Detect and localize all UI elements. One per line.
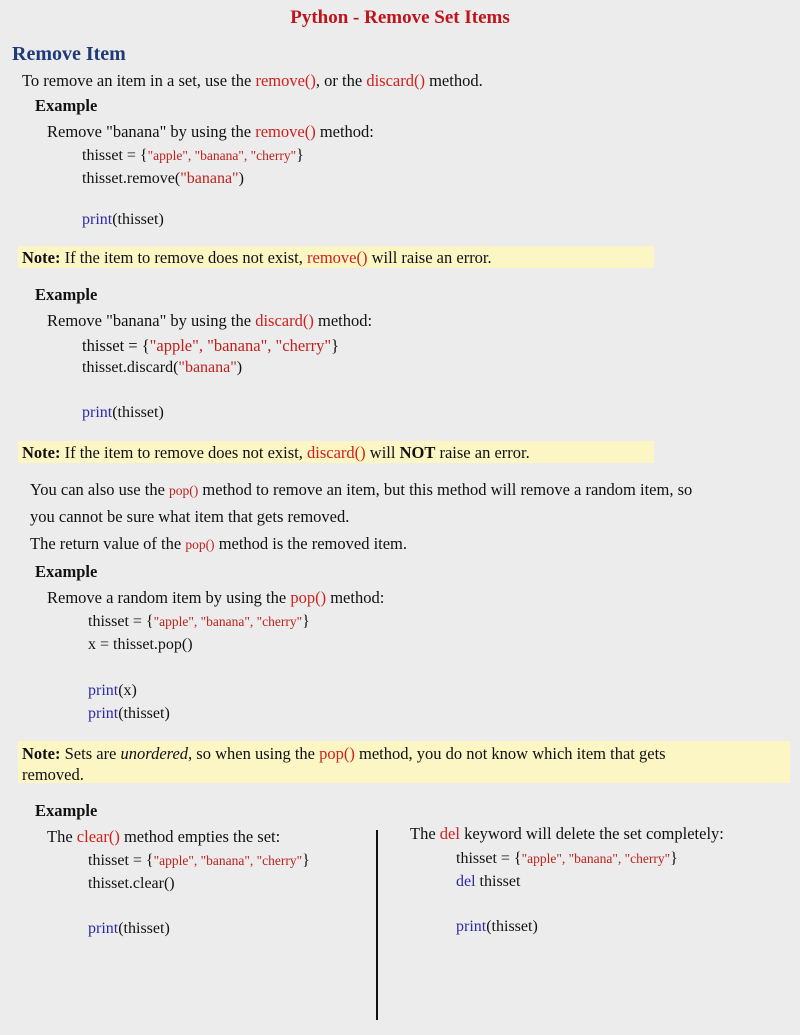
example-label: Example (35, 562, 98, 581)
code-line: thisset = {"apple", "banana", "cherry"} (456, 850, 678, 867)
pop-paragraph-line: The return value of the pop() method is the removed item. (30, 534, 408, 553)
note-box: Note: Sets are unordered, so when using the pop() method, you do not know which item that gets removed. (18, 741, 790, 783)
note-box: Note: If the item to remove does not exist, remove() will raise an error. (18, 246, 654, 268)
code-line: thisset.remove("banana") (82, 170, 244, 187)
pop-paragraph-line: you cannot be sure what item that gets removed. (30, 507, 350, 526)
example-label: Example (35, 285, 98, 304)
example-description: Remove "banana" by using the discard() method: (47, 311, 373, 330)
example-label: Example (35, 801, 98, 820)
code-line: thisset.discard("banana") (82, 359, 243, 376)
code-line: print(thisset) (88, 920, 170, 937)
pop-paragraph-line: You can also use the pop() method to remove an item, but this method will remove a random item, so (30, 480, 693, 499)
example-description: Remove "banana" by using the remove() method: (47, 122, 374, 141)
column-divider (376, 830, 378, 1020)
intro-text: To remove an item in a set, use the remove(), or the discard() method. (22, 71, 483, 90)
code-line: thisset.clear() (88, 875, 175, 892)
code-line: thisset = {"apple", "banana", "cherry"} (88, 613, 310, 630)
example-label: Example (35, 96, 98, 115)
section-heading: Remove Item (12, 43, 126, 65)
code-line: print(thisset) (82, 211, 164, 228)
page-title: Python - Remove Set Items (290, 7, 510, 28)
code-line: thisset = {"apple", "banana", "cherry"} (82, 336, 340, 355)
code-line: x = thisset.pop() (88, 636, 193, 653)
note-box: Note: If the item to remove does not exist, discard() will NOT raise an error. (18, 441, 654, 463)
code-line: print(thisset) (456, 918, 538, 935)
example-description: The clear() method empties the set: (47, 827, 281, 846)
code-line: del thisset (456, 873, 521, 890)
code-line: thisset = {"apple", "banana", "cherry"} (82, 147, 304, 164)
code-line: thisset = {"apple", "banana", "cherry"} (88, 852, 310, 869)
example-description: The del keyword will delete the set completely: (410, 824, 724, 843)
code-line: print(thisset) (82, 404, 164, 421)
example-description: Remove a random item by using the pop() method: (47, 588, 385, 607)
code-line: print(thisset) (88, 705, 170, 722)
code-line: print(x) (88, 682, 137, 699)
